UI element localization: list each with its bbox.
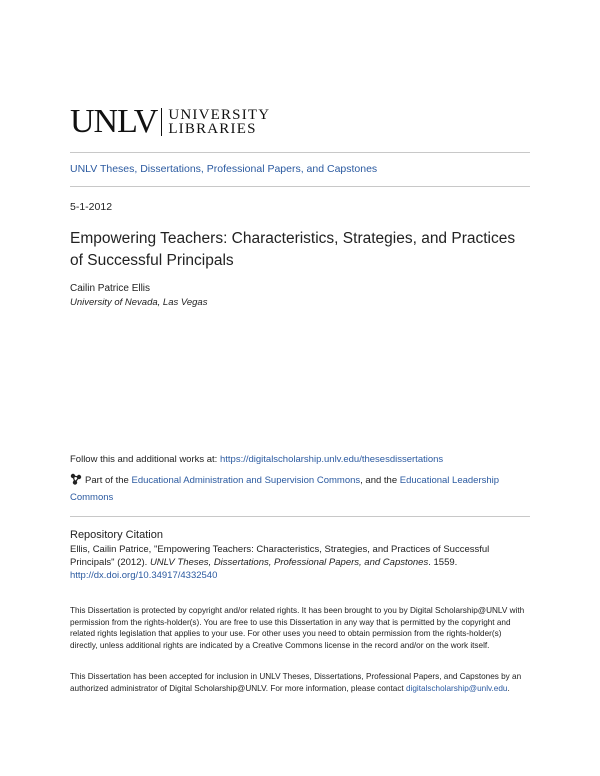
follow-prefix: Follow this and additional works at: (70, 454, 220, 465)
acceptance-text: This Dissertation has been accepted for inclusion in UNLV Theses, Dissertations, Professional Papers, and Capstones by an authorized administrator of Digital Scholarship@UNLV. For more information, please contact (70, 672, 522, 693)
part-of-prefix: Part of the (85, 475, 132, 486)
commons-network-icon (70, 473, 82, 485)
logo-text (168, 108, 270, 136)
doi-link[interactable]: http://dx.doi.org/10.34917/4332540 (70, 570, 218, 581)
educational-administration-commons-link[interactable]: Educational Administration and Supervision Commons (131, 475, 361, 486)
collection-url-link[interactable]: https://digitalscholarship.unlv.edu/thesesdissertations (219, 454, 444, 465)
part-of-line (70, 472, 530, 506)
follow-line (70, 454, 443, 465)
part-of-middle: , and the (360, 475, 400, 486)
citation-divider (70, 516, 530, 517)
document-title: Empowering Teachers: Characteristics, Strategies, and Practices of Successful Principals (70, 230, 516, 269)
logo-mark: UNLV (70, 103, 158, 140)
collection-divider (70, 186, 530, 187)
citation-end: . 1559. (428, 557, 458, 568)
acceptance-statement (70, 671, 530, 694)
author-affiliation: University of Nevada, Las Vegas (70, 297, 208, 308)
acceptance-end: . (507, 683, 510, 693)
author-name: Cailin Patrice Ellis (70, 283, 151, 294)
copyright-statement: This Dissertation is protected by copyright and/or related rights. It has been brought to you by Digital Scholarship@UNLV with permission from the rights-holder(s). You are free to use this Dissertation in any way that is permitted by the copyright and related rights legislation that applies to your use. For other uses you need to obtain permission from the rights-holder(s) directly, unless additional rights are indicated by a Creative Commons license in the record and/or on the work itself. (70, 606, 525, 650)
repository-citation-heading: Repository Citation (70, 529, 163, 541)
educational-leadership-commons-link[interactable]: Educational Leadership Commons (70, 475, 500, 503)
logo-line-1: UNIVERSITY (168, 107, 271, 123)
citation-series: UNLV Theses, Dissertations, Professional Papers, and Capstones (149, 557, 429, 568)
collection-link[interactable]: UNLV Theses, Dissertations, Professional Papers, and Capstones (70, 163, 378, 175)
contact-email-link[interactable]: digitalscholarship@unlv.edu (405, 683, 508, 693)
logo-divider (161, 108, 162, 136)
citation-text: Ellis, Cailin Patrice, "Empowering Teachers: Characteristics, Strategies, and Practices of Successful Principals" (2012). (70, 544, 490, 568)
logo-line-2: LIBRARIES (168, 121, 257, 137)
unlv-libraries-logo[interactable] (70, 103, 271, 140)
repository-citation (70, 543, 530, 582)
top-divider (70, 152, 530, 153)
publication-date: 5-1-2012 (70, 201, 113, 213)
